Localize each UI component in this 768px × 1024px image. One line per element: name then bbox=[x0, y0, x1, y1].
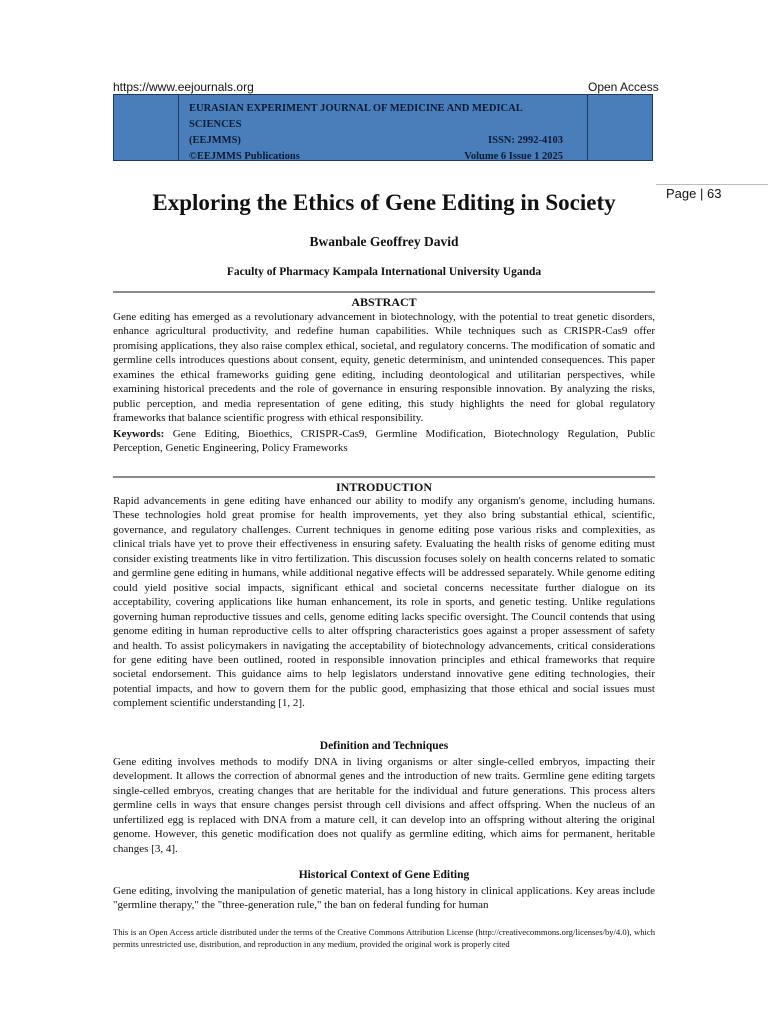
history-text: Gene editing, involving the manipulation of genetic material, has a long history in clinical applications. Key areas include "germline therapy," the "three-generation rule," the ban on federal funding for human bbox=[113, 885, 655, 912]
license-footer: This is an Open Access article distributed under the terms of the Creative Commons Attribution License (http://creativecommons.org/licenses/by/4.0), which permits unrestricted use, distribution, and reproduction in any medium, provided the original work is properly cited bbox=[113, 927, 655, 949]
page-number: Page | 63 bbox=[666, 186, 722, 201]
section-divider bbox=[113, 476, 655, 478]
abstract-body bbox=[113, 310, 655, 456]
author-affiliation: Faculty of Pharmacy Kampala International University Uganda bbox=[226, 266, 542, 278]
keywords-list: Gene Editing, Bioethics, CRISPR-Cas9, Germline Modification, Biotechnology Regulation, Public Perception, Genetic Engineering, Policy Frameworks bbox=[113, 427, 655, 455]
introduction-heading: INTRODUCTION bbox=[335, 480, 432, 494]
journal-issn: ISSN: 2992-4103 bbox=[488, 135, 563, 146]
keywords-label: Keywords: bbox=[113, 427, 165, 440]
history-body bbox=[113, 884, 655, 913]
journal-publisher: ©EEJMMS Publications bbox=[189, 151, 300, 162]
introduction-text: Rapid advancements in gene editing have enhanced our ability to modify any organism's genome, including humans. These technologies hold great promise for health improvements, yet they also bring substantial ethical, scientific, governance, and regulatory challenges. Current techniques in genome editing pose various risks and complexities, as clinical trials have yet to prove their effectiveness in ensuring safety. Evaluating the health risks of genome editing must consider existing treatments like in vitro fertilization. This discussion focuses solely on health concerns related to somatic and germline gene editing in humans, while additional negative effects will be addressed separately. While genome editing could yield positive social impacts, significant ethical and societal concerns necessitate further dialogue on its acceptability, covering applications like human enhancement, its role in sports, and genetic testing. Unlike regulations governing human reproductive tissues and cells, genome editing lacks specific oversight. The Council contends that using genome editing in human reproductive cells to alter offspring characteristics goes against a proper assessment of safety and health. To assist policymakers in navigating the acceptability of biotechnology advancements, critical considerations for gene editing have been outlined, rooted in responsible innovation principles and ethical frameworks that require societal endorsement. This guidance aims to help legislators understand innovative gene editing technologies, their potential impacts, and how to govern them for the public good, emphasizing that those ethical and social issues must complement scientific understanding [1, 2]. bbox=[113, 495, 655, 710]
journal-abbreviation: (EEJMMS) bbox=[189, 135, 241, 146]
page-number-divider bbox=[656, 184, 768, 185]
journal-info bbox=[179, 95, 587, 160]
article-title: Exploring the Ethics of Gene Editing in Society bbox=[152, 190, 616, 215]
journal-name: EURASIAN EXPERIMENT JOURNAL OF MEDICINE AND MEDICAL SCIENCES bbox=[189, 103, 523, 130]
definition-heading: Definition and Techniques bbox=[319, 740, 449, 752]
header-right-block bbox=[587, 95, 652, 160]
journal-volume: Volume 6 Issue 1 2025 bbox=[464, 151, 563, 162]
article-author: Bwanbale Geoffrey David bbox=[309, 234, 459, 249]
abstract-text: Gene editing has emerged as a revolutionary advancement in biotechnology, with the potential to treat genetic disorders, enhance agricultural productivity, and redefine human capabilities. While techniques such as CRISPR-Cas9 offer promising applications, they also raise complex ethical, societal, and regulatory concerns. The modification of somatic and germline cells introduces questions about consent, equity, genetic determinism, and unintended consequences. This paper examines the ethical frameworks guiding gene editing, including deontological and utilitarian perspectives, while examining historical precedents and the role of governance in ensuring responsible innovation. By analyzing the risks, public perception, and media representation of gene editing, this study highlights the need for global regulatory frameworks that balance scientific progress with ethical responsibility. bbox=[113, 311, 655, 425]
definition-body bbox=[113, 755, 655, 856]
definition-text: Gene editing involves methods to modify DNA in living organisms or alter single-celled embryos, impacting their development. It allows the correction of abnormal genes and the introduction of new traits. Germline gene editing targets single-celled embryos, creating changes that are heritable for the individual and future generations. This process alters germline cells in ways that ensure changes persist through cell divisions and affect offspring. When the nucleus of an unfertilized egg is replaced with DNA from a mature cell, it can develop into an offspring without altering the original genome. However, this genetic modification does not qualify as germline editing, which aims for permanent, heritable changes [3, 4]. bbox=[113, 756, 655, 855]
abstract-heading: ABSTRACT bbox=[351, 295, 417, 309]
journal-header-band bbox=[113, 94, 653, 161]
history-heading: Historical Context of Gene Editing bbox=[298, 869, 470, 881]
open-access-label: Open Access bbox=[588, 80, 659, 94]
journal-url[interactable]: https://www.eejournals.org bbox=[113, 80, 254, 94]
section-divider bbox=[113, 291, 655, 293]
introduction-body bbox=[113, 494, 655, 711]
header-left-block bbox=[114, 95, 179, 160]
keywords-paragraph bbox=[113, 427, 655, 456]
